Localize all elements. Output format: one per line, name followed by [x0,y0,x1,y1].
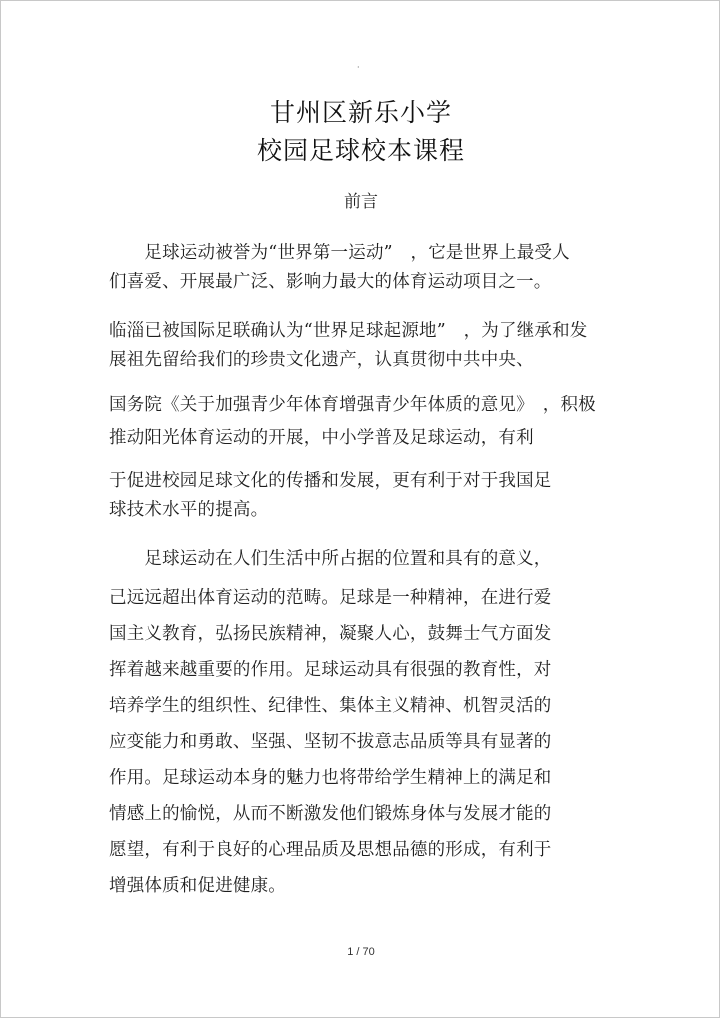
paragraph-line: 足球运动被誉为“世界第一运动” ，它是世界上最受人 [109,243,570,263]
paragraph-line: 培养学生的组织性、纪律性、集体主义精神、机智灵活的 [109,696,552,716]
paragraph-line: 国主义教育，弘扬民族精神，凝聚人心，鼓舞士气方面发 [109,624,552,644]
paragraph-line: 挥着越来越重要的作用。足球运动具有很强的教育性，对 [109,660,552,680]
paragraph-line: 于促进校园足球文化的传播和发展，更有利于对于我国足 [109,471,552,491]
page-mark: · [357,63,360,72]
paragraph-line: 推动阳光体育运动的开展，中小学普及足球运动，有利 [109,428,534,448]
page-number: 1 / 70 [347,946,375,958]
preface-heading: 前言 [344,192,378,212]
paragraph-line: 球技术水平的提高。 [109,500,269,520]
paragraph-line: 情感上的愉悦，从而不断激发他们锻炼身体与发展才能的 [109,804,552,824]
paragraph-line: 们喜爱、开展最广泛、影响力最大的体育运动项目之一。 [109,272,552,292]
paragraph-line: 临淄已被国际足联确认为“世界足球起源地” ，为了继承和发 [109,321,588,341]
school-title: 甘州区新乐小学 [269,98,452,127]
paragraph-line: 应变能力和勇敢、坚强、坚韧不拔意志品质等具有显著的 [109,732,552,752]
paragraph-line: 作用。足球运动本身的魅力也将带给学生精神上的满足和 [109,768,552,788]
paragraph-line: 愿望，有利于良好的心理品质及思想品德的形成，有利于 [109,840,552,860]
paragraph-line: 增强体质和促进健康。 [109,876,286,896]
course-title: 校园足球校本课程 [256,136,465,165]
paragraph-line: 展祖先留给我们的珍贵文化遗产，认真贯彻中共中央、 [109,350,534,370]
paragraph-line: 足球运动在人们生活中所占据的位置和具有的意义， [109,549,552,569]
paragraph-line: 国务院《关于加强青少年体育增强青少年体质的意见》 ，积极 [109,395,596,415]
paragraph-line: 己远远超出体育运动的范畴。足球是一种精神，在进行爱 [109,588,552,608]
